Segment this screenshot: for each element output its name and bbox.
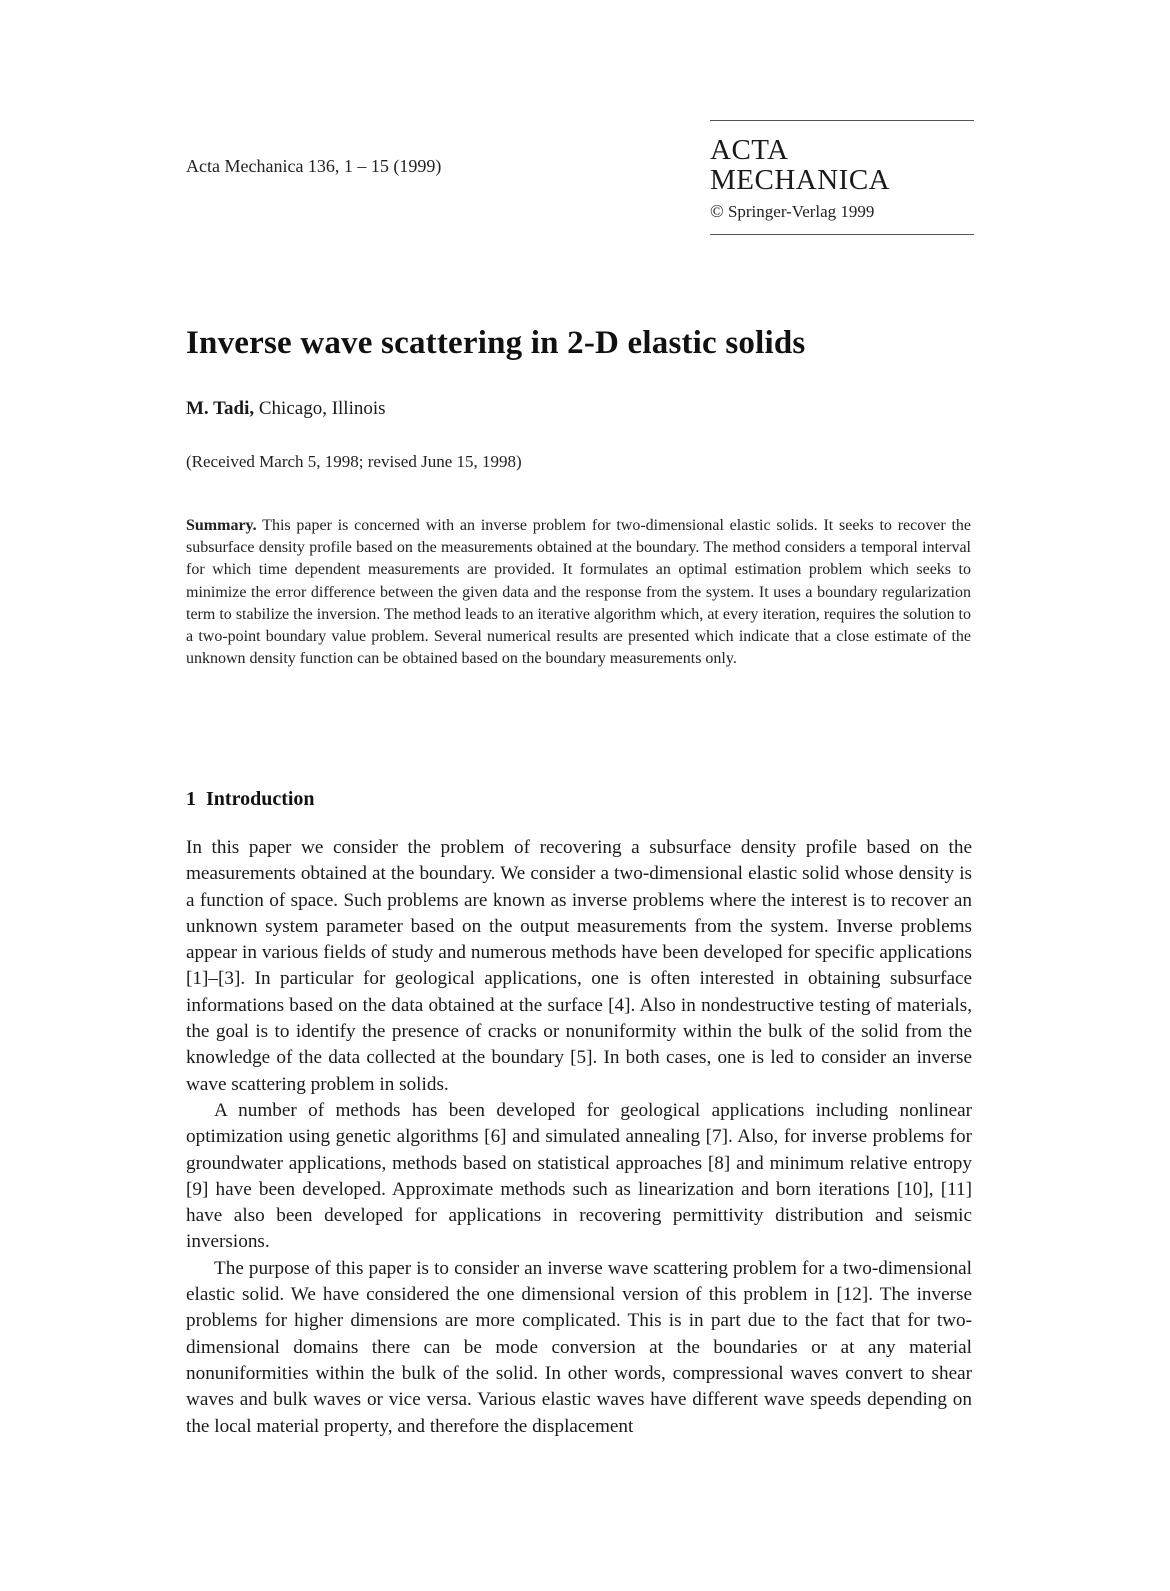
- copyright-icon: ©: [710, 201, 724, 221]
- section-number: 1: [186, 788, 196, 810]
- section-title: Introduction: [206, 788, 315, 810]
- masthead-bottom-rule: [710, 234, 974, 235]
- copyright-text: Springer-Verlag 1999: [727, 202, 875, 221]
- summary-label: Summary.: [186, 517, 257, 534]
- body-paragraph: A number of methods has been developed for geological applications including nonlinear optimization using genetic algorithms [6] and simulated annealing [7]. Also, for inverse problems for groundwater applications, methods based on statistical approaches [8] and minimum relative entropy [9] have been developed. Approximate methods such as linearization and born iterations [10], [11] have also been developed for applications in recovering permittivity distribution and seismic inversions.: [186, 1099, 972, 1253]
- summary-text: This paper is concerned with an inverse problem for two-dimensional elastic solids. It seeks to recover the subsurface density profile based on the measurements obtained at the boundary. The method considers a temporal interval for which time dependent measurements are provided. It formulates an optimal estimation problem which seeks to minimize the error difference between the given data and the response from the system. It uses a boundary regularization term to stabilize the inversion. The method leads to an iterative algorithm which, at every iteration, requires the solution to a two-point boundary value problem. Several numerical results are presented which indicate that a close estimate of the unknown density function can be obtained based on the boundary measurements only.: [186, 517, 971, 668]
- journal-masthead: [710, 120, 974, 235]
- journal-copyright: [710, 201, 974, 222]
- summary-abstract: [186, 515, 971, 670]
- body-paragraph: The purpose of this paper is to consider an inverse wave scattering problem for a two-dimensional elastic solid. We have considered the one dimensional version of this problem in [12]. The inverse problems for higher dimensions are more complicated. This is in part due to the fact that for two-dimensional domains there can be mode conversion at the boundaries or at any material nonuniformities within the bulk of the solid. In other words, compressional waves convert to shear waves and bulk waves or vice versa. Various elastic waves have different wave speeds depending on the local material property, and therefore the displacement: [186, 1257, 972, 1437]
- journal-citation: Acta Mechanica 136, 1 – 15 (1999): [186, 156, 442, 176]
- author-line: [186, 398, 386, 420]
- introduction-body: [186, 835, 972, 1440]
- journal-name: ACTA MECHANICA: [710, 134, 891, 196]
- masthead-top-rule: [710, 120, 974, 121]
- author-location: Chicago, Illinois: [258, 398, 386, 419]
- author-name: M. Tadi,: [186, 398, 255, 419]
- article-title: Inverse wave scattering in 2-D elastic solids: [186, 325, 806, 361]
- received-dates: (Received March 5, 1998; revised June 15, 1998): [186, 452, 522, 471]
- section-heading-introduction: [186, 788, 315, 811]
- body-paragraph: In this paper we consider the problem of recovering a subsurface density profile based on the measurements obtained at the boundary. We consider a two-dimensional elastic solid whose density is a function of space. Such problems are known as inverse problems where the interest is to recover an unknown system parameter based on the output measurements from the system. Inverse problems appear in various fields of study and numerous methods have been developed for specific applications [1]–[3]. In particular for geological applications, one is often interested in obtaining subsurface informations based on the data obtained at the surface [4]. Also in nondestructive testing of materials, the goal is to identify the presence of cracks or nonuniformity within the bulk of the solid from the knowledge of the data collected at the boundary [5]. In both cases, one is led to consider an inverse wave scattering problem in solids.: [186, 837, 972, 1095]
